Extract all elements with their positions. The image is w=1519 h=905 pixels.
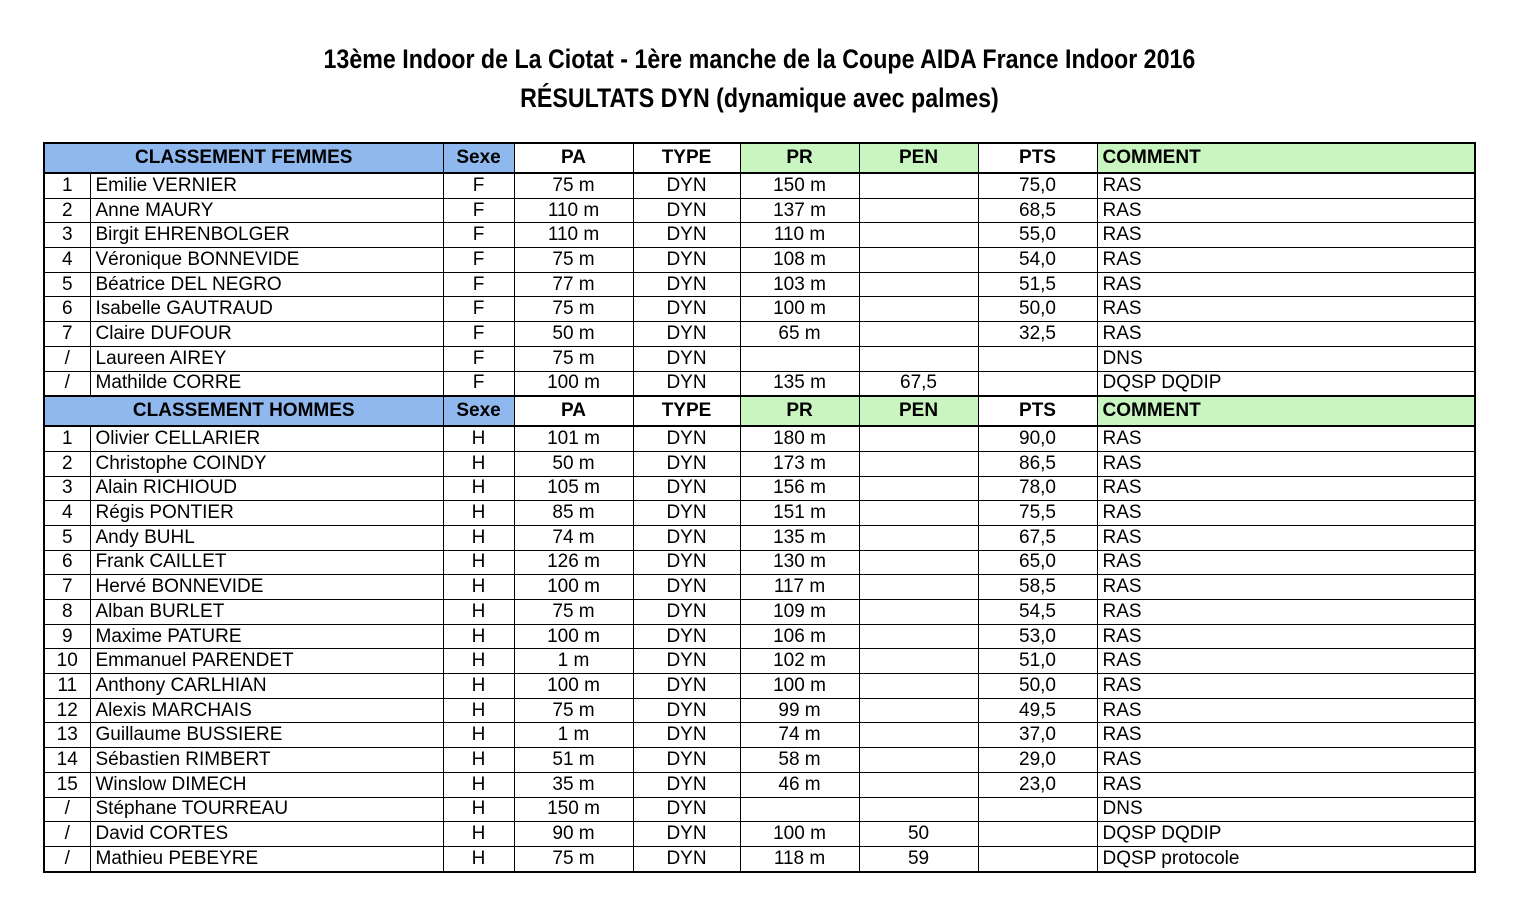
type-cell: DYN <box>633 624 740 649</box>
rank-cell: 14 <box>44 748 90 773</box>
rank-cell: 6 <box>44 297 90 322</box>
sexe-cell: F <box>443 297 514 322</box>
name-cell: Mathilde CORRE <box>90 371 443 396</box>
column-header-type: TYPE <box>633 396 740 426</box>
pr-cell: 118 m <box>740 846 859 871</box>
sexe-cell: H <box>443 822 514 847</box>
table-row <box>44 797 1475 822</box>
comment-cell: RAS <box>1097 550 1475 575</box>
pa-cell: 1 m <box>514 649 633 674</box>
pen-cell: 67,5 <box>859 371 978 396</box>
pts-cell: 58,5 <box>978 575 1097 600</box>
pa-cell: 126 m <box>514 550 633 575</box>
pts-cell: 29,0 <box>978 748 1097 773</box>
pen-cell <box>859 272 978 297</box>
comment-cell: RAS <box>1097 476 1475 501</box>
pa-cell: 75 m <box>514 600 633 625</box>
pa-cell: 74 m <box>514 525 633 550</box>
sexe-cell: H <box>443 723 514 748</box>
pen-cell <box>859 476 978 501</box>
pen-cell <box>859 426 978 451</box>
type-cell: DYN <box>633 674 740 699</box>
pr-cell: 173 m <box>740 451 859 476</box>
comment-cell: DQSP DQDIP <box>1097 371 1475 396</box>
comment-cell: RAS <box>1097 723 1475 748</box>
pr-cell: 150 m <box>740 173 859 198</box>
pr-cell: 74 m <box>740 723 859 748</box>
pts-cell: 67,5 <box>978 525 1097 550</box>
type-cell: DYN <box>633 772 740 797</box>
sexe-cell: F <box>443 371 514 396</box>
table-row <box>44 624 1475 649</box>
pr-cell: 151 m <box>740 501 859 526</box>
comment-cell: RAS <box>1097 322 1475 347</box>
sexe-cell: H <box>443 575 514 600</box>
document-subtitle: RÉSULTATS DYN (dynamique avec palmes) <box>520 83 999 113</box>
name-cell: Laureen AIREY <box>90 346 443 371</box>
pa-cell: 100 m <box>514 674 633 699</box>
pts-cell: 49,5 <box>978 698 1097 723</box>
type-cell: DYN <box>633 649 740 674</box>
name-cell: Christophe COINDY <box>90 451 443 476</box>
pr-cell: 137 m <box>740 198 859 223</box>
sexe-cell: H <box>443 748 514 773</box>
pen-cell <box>859 525 978 550</box>
sexe-cell: F <box>443 223 514 248</box>
pts-cell: 75,0 <box>978 173 1097 198</box>
comment-cell: RAS <box>1097 501 1475 526</box>
name-cell: Emilie VERNIER <box>90 173 443 198</box>
pr-cell: 58 m <box>740 748 859 773</box>
sexe-cell: H <box>443 698 514 723</box>
pts-cell: 86,5 <box>978 451 1097 476</box>
sexe-cell: H <box>443 624 514 649</box>
table-row <box>44 575 1475 600</box>
pen-cell: 59 <box>859 846 978 871</box>
comment-cell: RAS <box>1097 297 1475 322</box>
type-cell: DYN <box>633 476 740 501</box>
pen-cell <box>859 322 978 347</box>
section-title: CLASSEMENT HOMMES <box>44 396 443 426</box>
comment-cell: RAS <box>1097 525 1475 550</box>
comment-cell: RAS <box>1097 624 1475 649</box>
sexe-cell: F <box>443 322 514 347</box>
pr-cell: 110 m <box>740 223 859 248</box>
section-title: CLASSEMENT FEMMES <box>44 143 443 173</box>
pts-cell: 54,5 <box>978 600 1097 625</box>
pa-cell: 85 m <box>514 501 633 526</box>
pr-cell: 99 m <box>740 698 859 723</box>
name-cell: Frank CAILLET <box>90 550 443 575</box>
rank-cell: 3 <box>44 476 90 501</box>
column-header-type: TYPE <box>633 143 740 173</box>
pa-cell: 100 m <box>514 371 633 396</box>
pa-cell: 51 m <box>514 748 633 773</box>
name-cell: Birgit EHRENBOLGER <box>90 223 443 248</box>
name-cell: Régis PONTIER <box>90 501 443 526</box>
pr-cell: 117 m <box>740 575 859 600</box>
comment-cell: DQSP protocole <box>1097 846 1475 871</box>
pts-cell: 90,0 <box>978 426 1097 451</box>
rank-cell: / <box>44 371 90 396</box>
pts-cell <box>978 346 1097 371</box>
rank-cell: 7 <box>44 575 90 600</box>
rank-cell: 4 <box>44 501 90 526</box>
pa-cell: 1 m <box>514 723 633 748</box>
sexe-cell: F <box>443 248 514 273</box>
rank-cell: 10 <box>44 649 90 674</box>
pen-cell <box>859 748 978 773</box>
pa-cell: 77 m <box>514 272 633 297</box>
pts-cell: 37,0 <box>978 723 1097 748</box>
sexe-cell: F <box>443 173 514 198</box>
name-cell: Winslow DIMECH <box>90 772 443 797</box>
name-cell: Sébastien RIMBERT <box>90 748 443 773</box>
table-row <box>44 322 1475 347</box>
type-cell: DYN <box>633 846 740 871</box>
pen-cell <box>859 451 978 476</box>
table-row <box>44 748 1475 773</box>
comment-cell: RAS <box>1097 772 1475 797</box>
column-header-sexe: Sexe <box>443 396 514 426</box>
pa-cell: 101 m <box>514 426 633 451</box>
comment-cell: RAS <box>1097 575 1475 600</box>
pa-cell: 75 m <box>514 248 633 273</box>
name-cell: David CORTES <box>90 822 443 847</box>
table-row <box>44 173 1475 198</box>
sexe-cell: H <box>443 674 514 699</box>
rank-cell: 2 <box>44 198 90 223</box>
table-row <box>44 649 1475 674</box>
pa-cell: 50 m <box>514 451 633 476</box>
type-cell: DYN <box>633 322 740 347</box>
table-row <box>44 371 1475 396</box>
type-cell: DYN <box>633 550 740 575</box>
pa-cell: 100 m <box>514 575 633 600</box>
pr-cell: 100 m <box>740 674 859 699</box>
pr-cell: 180 m <box>740 426 859 451</box>
table-row <box>44 223 1475 248</box>
pen-cell <box>859 698 978 723</box>
pts-cell: 50,0 <box>978 674 1097 699</box>
name-cell: Alain RICHIOUD <box>90 476 443 501</box>
pa-cell: 110 m <box>514 223 633 248</box>
rank-cell: / <box>44 797 90 822</box>
rank-cell: 8 <box>44 600 90 625</box>
rank-cell: 11 <box>44 674 90 699</box>
table-row <box>44 297 1475 322</box>
type-cell: DYN <box>633 297 740 322</box>
pr-cell: 100 m <box>740 822 859 847</box>
table-row <box>44 846 1475 871</box>
comment-cell: DNS <box>1097 346 1475 371</box>
pen-cell <box>859 297 978 322</box>
column-header-pa: PA <box>514 143 633 173</box>
pr-cell: 156 m <box>740 476 859 501</box>
sexe-cell: H <box>443 525 514 550</box>
column-header-pen: PEN <box>859 143 978 173</box>
rank-cell: 5 <box>44 272 90 297</box>
table-row <box>44 674 1475 699</box>
pa-cell: 50 m <box>514 322 633 347</box>
comment-cell: RAS <box>1097 674 1475 699</box>
type-cell: DYN <box>633 748 740 773</box>
name-cell: Véronique BONNEVIDE <box>90 248 443 273</box>
comment-cell: DNS <box>1097 797 1475 822</box>
pts-cell: 55,0 <box>978 223 1097 248</box>
document-title: 13ème Indoor de La Ciotat - 1ère manche de la Coupe AIDA France Indoor 2016 <box>323 44 1196 74</box>
pr-cell: 108 m <box>740 248 859 273</box>
type-cell: DYN <box>633 525 740 550</box>
table-row <box>44 698 1475 723</box>
pen-cell <box>859 772 978 797</box>
comment-cell: RAS <box>1097 272 1475 297</box>
sexe-cell: H <box>443 600 514 625</box>
rank-cell: / <box>44 346 90 371</box>
pen-cell <box>859 649 978 674</box>
pts-cell <box>978 371 1097 396</box>
comment-cell: RAS <box>1097 698 1475 723</box>
rank-cell: 1 <box>44 426 90 451</box>
column-header-pts: PTS <box>978 396 1097 426</box>
sexe-cell: H <box>443 846 514 871</box>
comment-cell: RAS <box>1097 649 1475 674</box>
table-row <box>44 476 1475 501</box>
pa-cell: 75 m <box>514 173 633 198</box>
sexe-cell: H <box>443 649 514 674</box>
comment-cell: RAS <box>1097 173 1475 198</box>
table-row <box>44 550 1475 575</box>
column-header-pts: PTS <box>978 143 1097 173</box>
column-header-pen: PEN <box>859 396 978 426</box>
pr-cell: 102 m <box>740 649 859 674</box>
name-cell: Alexis MARCHAIS <box>90 698 443 723</box>
rank-cell: 5 <box>44 525 90 550</box>
rank-cell: / <box>44 846 90 871</box>
type-cell: DYN <box>633 223 740 248</box>
pen-cell <box>859 501 978 526</box>
rank-cell: 12 <box>44 698 90 723</box>
table-row <box>44 248 1475 273</box>
pr-cell: 46 m <box>740 772 859 797</box>
pts-cell: 78,0 <box>978 476 1097 501</box>
pa-cell: 75 m <box>514 846 633 871</box>
name-cell: Béatrice DEL NEGRO <box>90 272 443 297</box>
type-cell: DYN <box>633 371 740 396</box>
type-cell: DYN <box>633 822 740 847</box>
comment-cell: RAS <box>1097 451 1475 476</box>
pen-cell <box>859 600 978 625</box>
table-row <box>44 772 1475 797</box>
pr-cell: 103 m <box>740 272 859 297</box>
pr-cell: 130 m <box>740 550 859 575</box>
name-cell: Andy BUHL <box>90 525 443 550</box>
pts-cell: 23,0 <box>978 772 1097 797</box>
sexe-cell: H <box>443 550 514 575</box>
pts-cell <box>978 797 1097 822</box>
type-cell: DYN <box>633 248 740 273</box>
sexe-cell: H <box>443 501 514 526</box>
pts-cell: 68,5 <box>978 198 1097 223</box>
name-cell: Anne MAURY <box>90 198 443 223</box>
column-header-pr: PR <box>740 143 859 173</box>
pen-cell <box>859 797 978 822</box>
pa-cell: 90 m <box>514 822 633 847</box>
comment-cell: DQSP DQDIP <box>1097 822 1475 847</box>
pts-cell: 53,0 <box>978 624 1097 649</box>
pr-cell: 135 m <box>740 371 859 396</box>
comment-cell: RAS <box>1097 248 1475 273</box>
pts-cell: 65,0 <box>978 550 1097 575</box>
pa-cell: 105 m <box>514 476 633 501</box>
type-cell: DYN <box>633 698 740 723</box>
sexe-cell: H <box>443 797 514 822</box>
name-cell: Guillaume BUSSIERE <box>90 723 443 748</box>
sexe-cell: F <box>443 272 514 297</box>
rank-cell: 1 <box>44 173 90 198</box>
table-row <box>44 198 1475 223</box>
comment-cell: RAS <box>1097 426 1475 451</box>
pts-cell: 75,5 <box>978 501 1097 526</box>
type-cell: DYN <box>633 426 740 451</box>
pen-cell: 50 <box>859 822 978 847</box>
pts-cell: 51,0 <box>978 649 1097 674</box>
table-row <box>44 501 1475 526</box>
pts-cell <box>978 822 1097 847</box>
type-cell: DYN <box>633 501 740 526</box>
column-header-comment: COMMENT <box>1097 143 1475 173</box>
pr-cell <box>740 797 859 822</box>
pts-cell: 50,0 <box>978 297 1097 322</box>
pr-cell: 106 m <box>740 624 859 649</box>
sexe-cell: H <box>443 426 514 451</box>
sexe-cell: H <box>443 476 514 501</box>
table-row <box>44 346 1475 371</box>
pen-cell <box>859 173 978 198</box>
pts-cell: 51,5 <box>978 272 1097 297</box>
name-cell: Claire DUFOUR <box>90 322 443 347</box>
results-table <box>43 142 1476 873</box>
pen-cell <box>859 346 978 371</box>
sexe-cell: H <box>443 772 514 797</box>
pts-cell <box>978 846 1097 871</box>
pr-cell <box>740 346 859 371</box>
pen-cell <box>859 624 978 649</box>
pen-cell <box>859 723 978 748</box>
column-header-sexe: Sexe <box>443 143 514 173</box>
type-cell: DYN <box>633 575 740 600</box>
rank-cell: 15 <box>44 772 90 797</box>
name-cell: Anthony CARLHIAN <box>90 674 443 699</box>
rank-cell: 4 <box>44 248 90 273</box>
comment-cell: RAS <box>1097 223 1475 248</box>
name-cell: Stéphane TOURREAU <box>90 797 443 822</box>
pts-cell: 54,0 <box>978 248 1097 273</box>
pen-cell <box>859 198 978 223</box>
pen-cell <box>859 550 978 575</box>
type-cell: DYN <box>633 723 740 748</box>
table-row <box>44 822 1475 847</box>
pen-cell <box>859 674 978 699</box>
pen-cell <box>859 223 978 248</box>
pr-cell: 100 m <box>740 297 859 322</box>
pa-cell: 75 m <box>514 698 633 723</box>
type-cell: DYN <box>633 797 740 822</box>
rank-cell: 13 <box>44 723 90 748</box>
rank-cell: 2 <box>44 451 90 476</box>
pts-cell: 32,5 <box>978 322 1097 347</box>
table-row <box>44 600 1475 625</box>
pa-cell: 100 m <box>514 624 633 649</box>
pa-cell: 35 m <box>514 772 633 797</box>
type-cell: DYN <box>633 173 740 198</box>
rank-cell: 6 <box>44 550 90 575</box>
name-cell: Alban BURLET <box>90 600 443 625</box>
name-cell: Isabelle GAUTRAUD <box>90 297 443 322</box>
pr-cell: 65 m <box>740 322 859 347</box>
column-header-comment: COMMENT <box>1097 396 1475 426</box>
type-cell: DYN <box>633 198 740 223</box>
name-cell: Emmanuel PARENDET <box>90 649 443 674</box>
pr-cell: 109 m <box>740 600 859 625</box>
rank-cell: 9 <box>44 624 90 649</box>
comment-cell: RAS <box>1097 600 1475 625</box>
table-row <box>44 451 1475 476</box>
name-cell: Maxime PATURE <box>90 624 443 649</box>
sexe-cell: F <box>443 346 514 371</box>
pa-cell: 75 m <box>514 297 633 322</box>
pa-cell: 110 m <box>514 198 633 223</box>
rank-cell: 3 <box>44 223 90 248</box>
section-header-row <box>44 143 1475 173</box>
pen-cell <box>859 575 978 600</box>
table-row <box>44 426 1475 451</box>
name-cell: Olivier CELLARIER <box>90 426 443 451</box>
type-cell: DYN <box>633 346 740 371</box>
name-cell: Mathieu PEBEYRE <box>90 846 443 871</box>
pen-cell <box>859 248 978 273</box>
column-header-pr: PR <box>740 396 859 426</box>
pa-cell: 150 m <box>514 797 633 822</box>
table-row <box>44 723 1475 748</box>
sexe-cell: H <box>443 451 514 476</box>
section-header-row <box>44 396 1475 426</box>
pa-cell: 75 m <box>514 346 633 371</box>
column-header-pa: PA <box>514 396 633 426</box>
comment-cell: RAS <box>1097 748 1475 773</box>
rank-cell: 7 <box>44 322 90 347</box>
comment-cell: RAS <box>1097 198 1475 223</box>
sexe-cell: F <box>443 198 514 223</box>
pr-cell: 135 m <box>740 525 859 550</box>
type-cell: DYN <box>633 451 740 476</box>
rank-cell: / <box>44 822 90 847</box>
type-cell: DYN <box>633 272 740 297</box>
name-cell: Hervé BONNEVIDE <box>90 575 443 600</box>
table-row <box>44 272 1475 297</box>
table-row <box>44 525 1475 550</box>
type-cell: DYN <box>633 600 740 625</box>
